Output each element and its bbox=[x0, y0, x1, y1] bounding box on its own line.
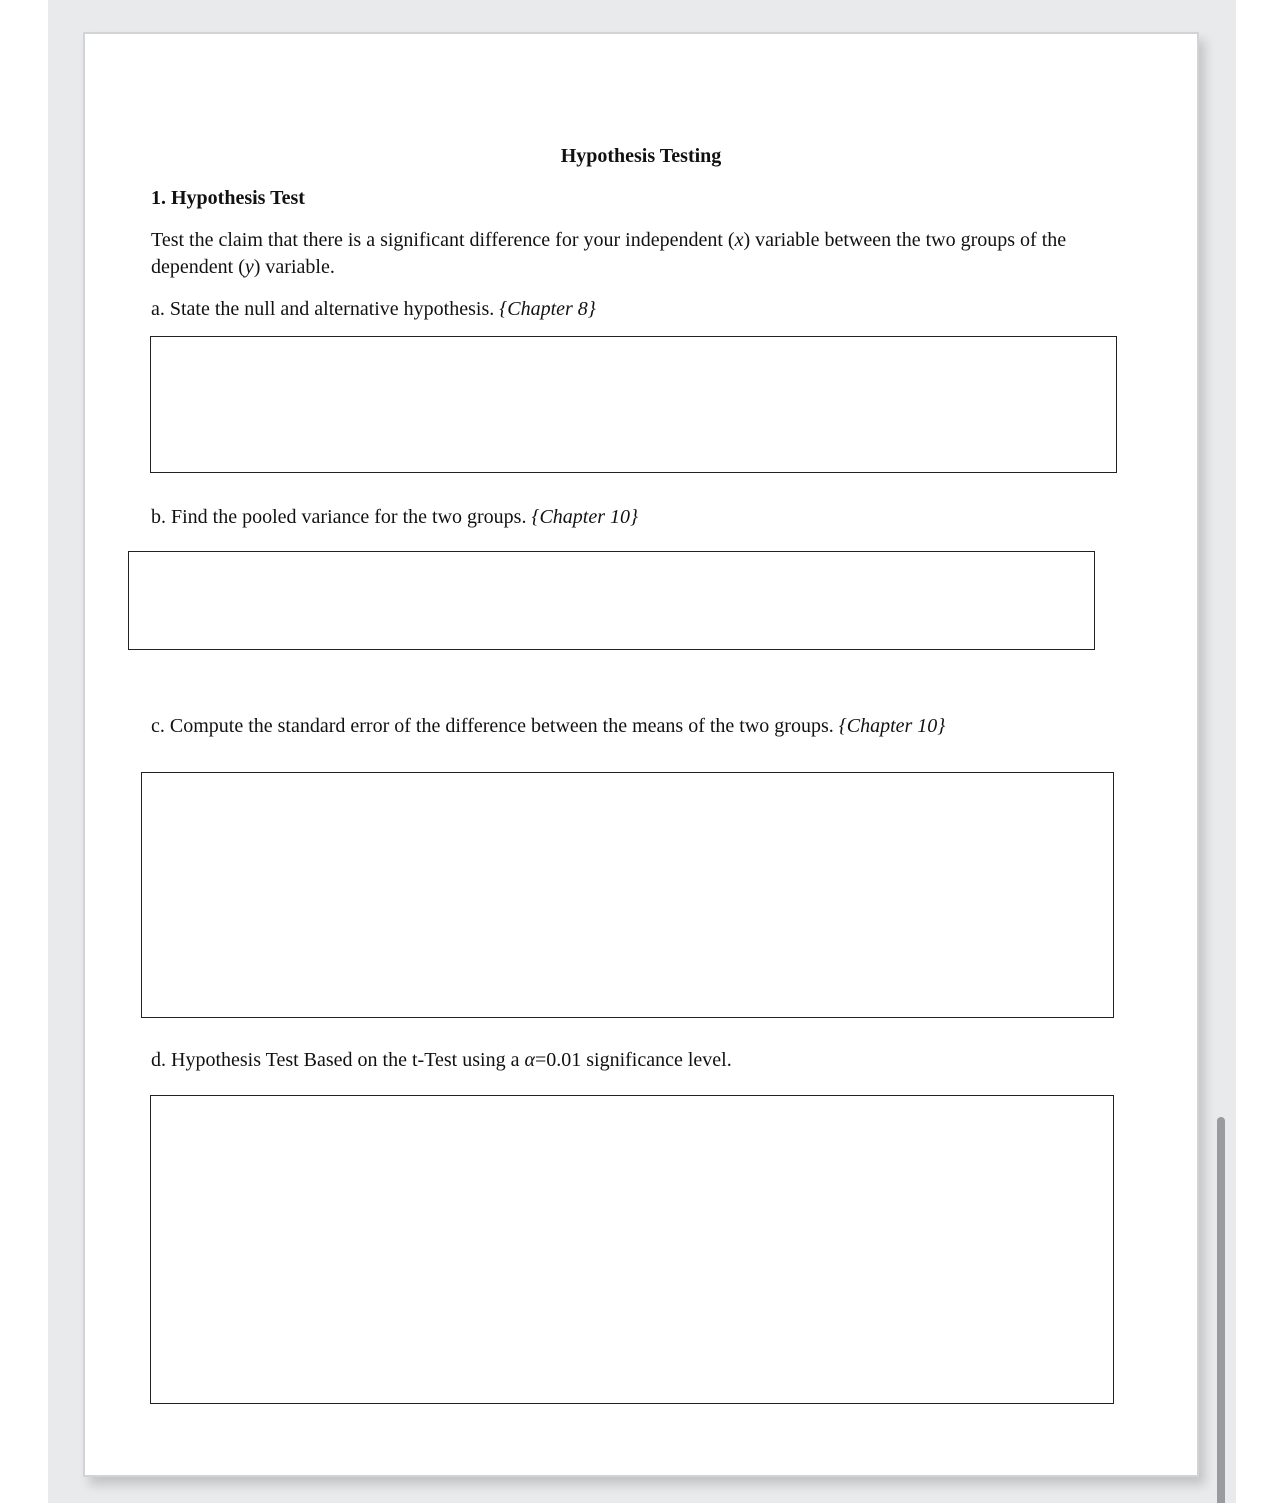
question-d-text-end: significance level. bbox=[581, 1049, 732, 1071]
question-b-text: b. Find the pooled variance for the two groups. bbox=[151, 506, 527, 528]
answer-box-b[interactable] bbox=[128, 551, 1095, 650]
answer-box-a[interactable] bbox=[150, 336, 1117, 473]
question-a-text: a. State the null and alternative hypothesis. bbox=[151, 298, 495, 320]
question-c-text: c. Compute the standard error of the difference between the means of the two groups. bbox=[151, 715, 834, 737]
variable-x: x bbox=[734, 229, 744, 251]
question-b-chapter-ref: {Chapter 10} bbox=[531, 506, 639, 528]
intro-text-2: ) variable between the two groups of the dependent ( bbox=[151, 229, 1067, 278]
vertical-scrollbar[interactable] bbox=[1217, 1117, 1225, 1503]
question-a-chapter-ref: {Chapter 8} bbox=[499, 298, 596, 320]
question-d bbox=[151, 1047, 732, 1074]
intro-text-3: ) variable. bbox=[253, 256, 335, 278]
document-title: Hypothesis Testing bbox=[560, 145, 722, 167]
question-a bbox=[151, 296, 596, 323]
answer-box-d[interactable] bbox=[150, 1095, 1114, 1404]
question-d-text: d. Hypothesis Test Based on the t-Test using a bbox=[151, 1049, 525, 1071]
question-c bbox=[151, 713, 945, 740]
intro-text-1: Test the claim that there is a significant difference for your independent ( bbox=[151, 229, 735, 251]
intro-paragraph bbox=[151, 227, 1131, 281]
answer-box-c[interactable] bbox=[141, 772, 1114, 1018]
question-c-chapter-ref: {Chapter 10} bbox=[838, 715, 946, 737]
alpha-value: =0.01 bbox=[534, 1049, 582, 1071]
variable-y: y bbox=[244, 256, 254, 278]
section-heading: 1. Hypothesis Test bbox=[151, 187, 305, 209]
alpha-symbol: α bbox=[524, 1049, 535, 1071]
question-b bbox=[151, 504, 638, 531]
